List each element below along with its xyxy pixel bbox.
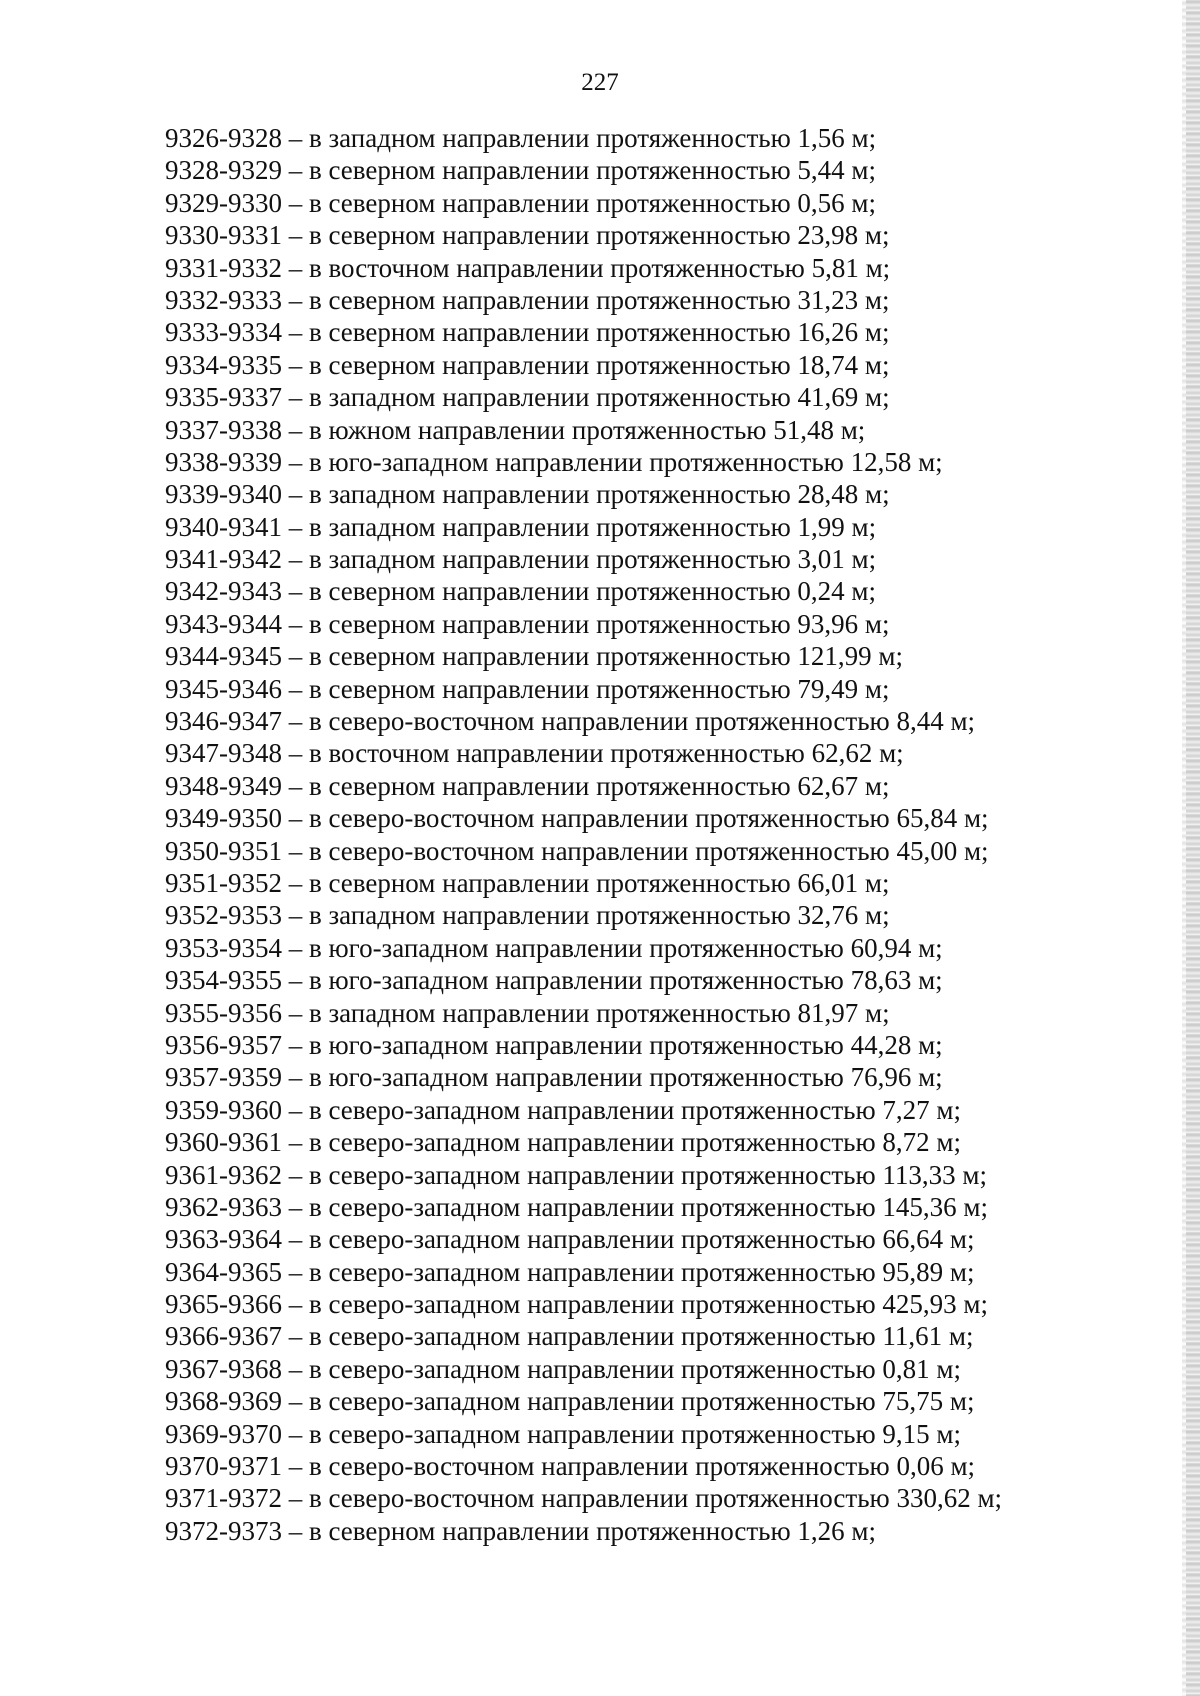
boundary-segment-line: 9342-9343 – в северном направлении протяженностью 0,24 м; bbox=[165, 576, 877, 607]
boundary-segment-line: 9332-9333 – в северном направлении протяженностью 31,23 м; bbox=[165, 284, 890, 315]
boundary-segment-line: 9360-9361 – в северо-западном направлении протяженностью 8,72 м; bbox=[165, 1127, 961, 1158]
boundary-segment-line: 9338-9339 – в юго-западном направлении протяженностью 12,58 м; bbox=[165, 446, 943, 477]
boundary-segment-line: 9326-9328 – в западном направлении протяженностью 1,56 м; bbox=[165, 123, 877, 153]
boundary-segment-line: 9351-9352 – в северном направлении протяженностью 66,01 м; bbox=[165, 867, 890, 898]
boundary-segment-line: 9347-9348 – в восточном направлении протяженностью 62,62 м; bbox=[165, 738, 904, 769]
boundary-segment-line: 9330-9331 – в северном направлении протяженностью 23,98 м; bbox=[165, 220, 890, 251]
boundary-segment-line: 9334-9335 – в северном направлении протяженностью 18,74 м; bbox=[165, 349, 890, 380]
boundary-segment-line: 9355-9356 – в западном направлении протяженностью 81,97 м; bbox=[165, 997, 890, 1028]
boundary-segment-line: 9335-9337 – в западном направлении протяженностью 41,69 м; bbox=[165, 382, 890, 413]
boundary-segment-line: 9346-9347 – в северо-восточном направлении протяженностью 8,44 м; bbox=[165, 706, 976, 737]
boundary-segment-line: 9341-9342 – в западном направлении протяженностью 3,01 м; bbox=[165, 544, 877, 575]
boundary-segment-line: 9366-9367 – в северо-западном направлении протяженностью 11,61 м; bbox=[165, 1321, 974, 1352]
boundary-segment-line: 9344-9345 – в северном направлении протяженностью 121,99 м; bbox=[165, 641, 904, 672]
boundary-segment-line: 9357-9359 – в юго-западном направлении протяженностью 76,96 м; bbox=[165, 1062, 943, 1093]
boundary-segment-list bbox=[165, 122, 1002, 1547]
boundary-segment-line: 9343-9344 – в северном направлении протяженностью 93,96 м; bbox=[165, 608, 890, 639]
boundary-segment-line: 9350-9351 – в северо-восточном направлении протяженностью 45,00 м; bbox=[165, 835, 989, 866]
boundary-segment-line: 9365-9366 – в северо-западном направлении протяженностью 425,93 м; bbox=[165, 1289, 988, 1320]
boundary-segment-line: 9363-9364 – в северо-западном направлении протяженностью 66,64 м; bbox=[165, 1224, 975, 1255]
boundary-segment-line: 9345-9346 – в северном направлении протяженностью 79,49 м; bbox=[165, 673, 890, 704]
boundary-segment-line: 9356-9357 – в юго-западном направлении протяженностью 44,28 м; bbox=[165, 1029, 943, 1060]
boundary-segment-line: 9372-9373 – в северном направлении протяженностью 1,26 м; bbox=[165, 1515, 877, 1546]
boundary-segment-line: 9337-9338 – в южном направлении протяженностью 51,48 м; bbox=[165, 414, 866, 445]
boundary-segment-line: 9328-9329 – в северном направлении протяженностью 5,44 м; bbox=[165, 155, 877, 186]
boundary-segment-line: 9329-9330 – в северном направлении протяженностью 0,56 м; bbox=[165, 187, 877, 218]
boundary-segment-line: 9349-9350 – в северо-восточном направлении протяженностью 65,84 м; bbox=[165, 803, 989, 834]
boundary-segment-line: 9353-9354 – в юго-западном направлении протяженностью 60,94 м; bbox=[165, 932, 943, 963]
boundary-segment-line: 9333-9334 – в северном направлении протяженностью 16,26 м; bbox=[165, 317, 890, 348]
boundary-segment-line: 9368-9369 – в северо-западном направлении протяженностью 75,75 м; bbox=[165, 1386, 975, 1417]
boundary-segment-line: 9340-9341 – в западном направлении протяженностью 1,99 м; bbox=[165, 511, 877, 542]
boundary-segment-line: 9354-9355 – в юго-западном направлении протяженностью 78,63 м; bbox=[165, 965, 943, 996]
scan-edge-noise bbox=[1186, 0, 1200, 1696]
boundary-segment-line: 9331-9332 – в восточном направлении протяженностью 5,81 м; bbox=[165, 252, 891, 283]
boundary-segment-line: 9364-9365 – в северо-западном направлении протяженностью 95,89 м; bbox=[165, 1256, 975, 1287]
boundary-segment-line: 9370-9371 – в северо-восточном направлении протяженностью 0,06 м; bbox=[165, 1451, 976, 1482]
boundary-segment-line: 9339-9340 – в западном направлении протяженностью 28,48 м; bbox=[165, 479, 890, 510]
boundary-segment-line: 9362-9363 – в северо-западном направлении протяженностью 145,36 м; bbox=[165, 1191, 988, 1222]
boundary-segment-line: 9352-9353 – в западном направлении протяженностью 32,76 м; bbox=[165, 900, 890, 931]
boundary-segment-line: 9371-9372 – в северо-восточном направлении протяженностью 330,62 м; bbox=[165, 1483, 1003, 1514]
boundary-segment-line: 9348-9349 – в северном направлении протяженностью 62,67 м; bbox=[165, 770, 890, 801]
boundary-segment-line: 9361-9362 – в северо-западном направлении протяженностью 113,33 м; bbox=[165, 1159, 987, 1190]
boundary-segment-line: 9367-9368 – в северо-западном направлении протяженностью 0,81 м; bbox=[165, 1353, 961, 1384]
page-number: 227 bbox=[581, 69, 619, 96]
boundary-segment-line: 9369-9370 – в северо-западном направлении протяженностью 9,15 м; bbox=[165, 1418, 961, 1449]
boundary-segment-line: 9359-9360 – в северо-западном направлении протяженностью 7,27 м; bbox=[165, 1094, 961, 1125]
